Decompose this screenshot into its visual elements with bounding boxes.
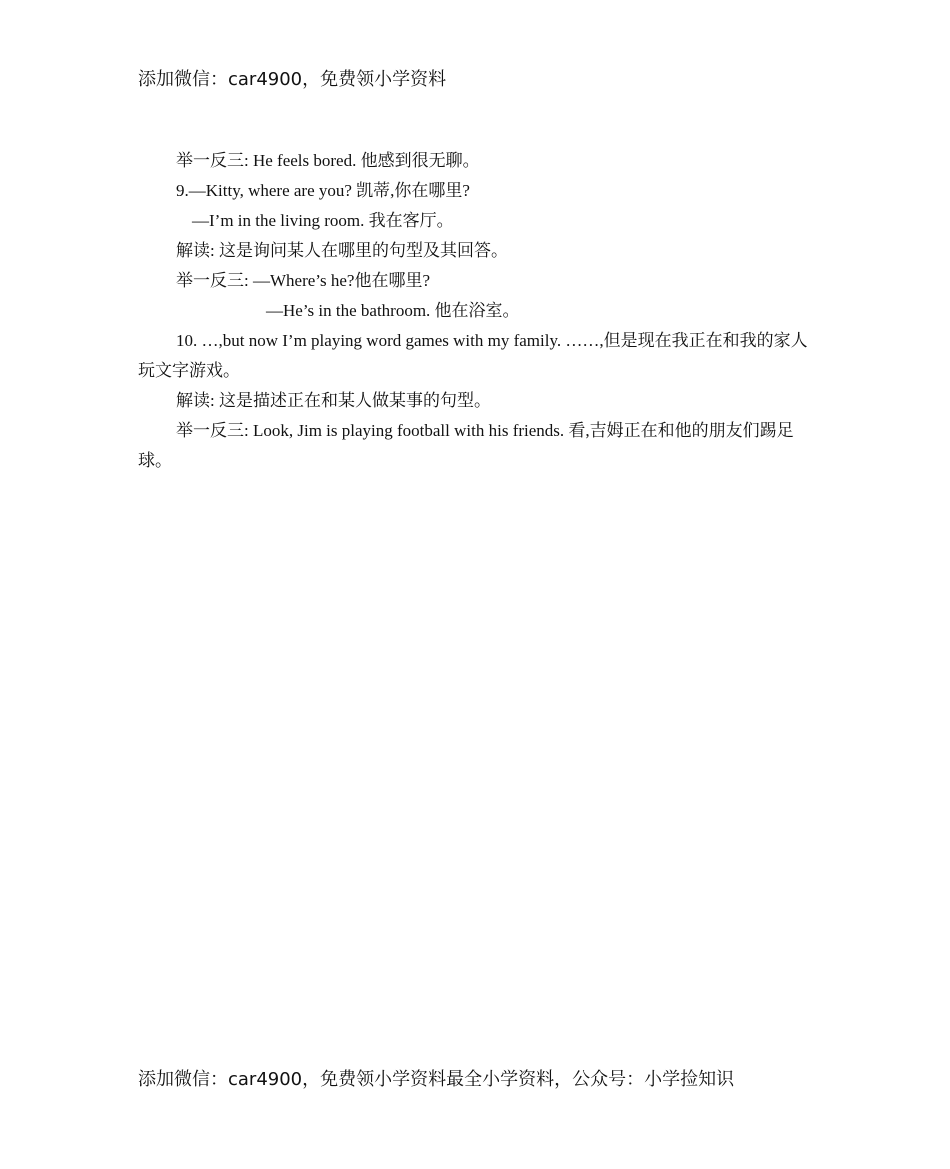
explanation-doing-with: 解读: 这是描述正在和某人做某事的句型。 — [176, 391, 491, 410]
footer-watermark: 添加微信：car4900，免费领小学资料最全小学资料，公众号：小学捡知识 — [138, 1069, 735, 1090]
example-sentence-bored: 举一反三: He feels bored. 他感到很无聊。 — [176, 151, 480, 170]
header-watermark: 添加微信：car4900，免费领小学资料 — [138, 69, 447, 90]
sentence-10: 10. …,but now I’m playing word games with my family. ……,但是现在我正在和我的家人玩文字游戏。 — [138, 331, 808, 380]
example-where-answer: —He’s in the bathroom. 他在浴室。 — [266, 301, 520, 320]
sentence-9-answer: —I’m in the living room. 我在客厅。 — [192, 211, 454, 230]
explanation-where: 解读: 这是询问某人在哪里的句型及其回答。 — [176, 241, 508, 260]
document-body — [138, 146, 818, 476]
example-where-question: 举一反三: —Where’s he?他在哪里? — [176, 271, 430, 290]
example-football: 举一反三: Look, Jim is playing football with his friends. 看,吉姆正在和他的朋友们踢足球。 — [138, 421, 794, 470]
sentence-9-question: 9.—Kitty, where are you? 凯蒂,你在哪里? — [176, 181, 470, 200]
